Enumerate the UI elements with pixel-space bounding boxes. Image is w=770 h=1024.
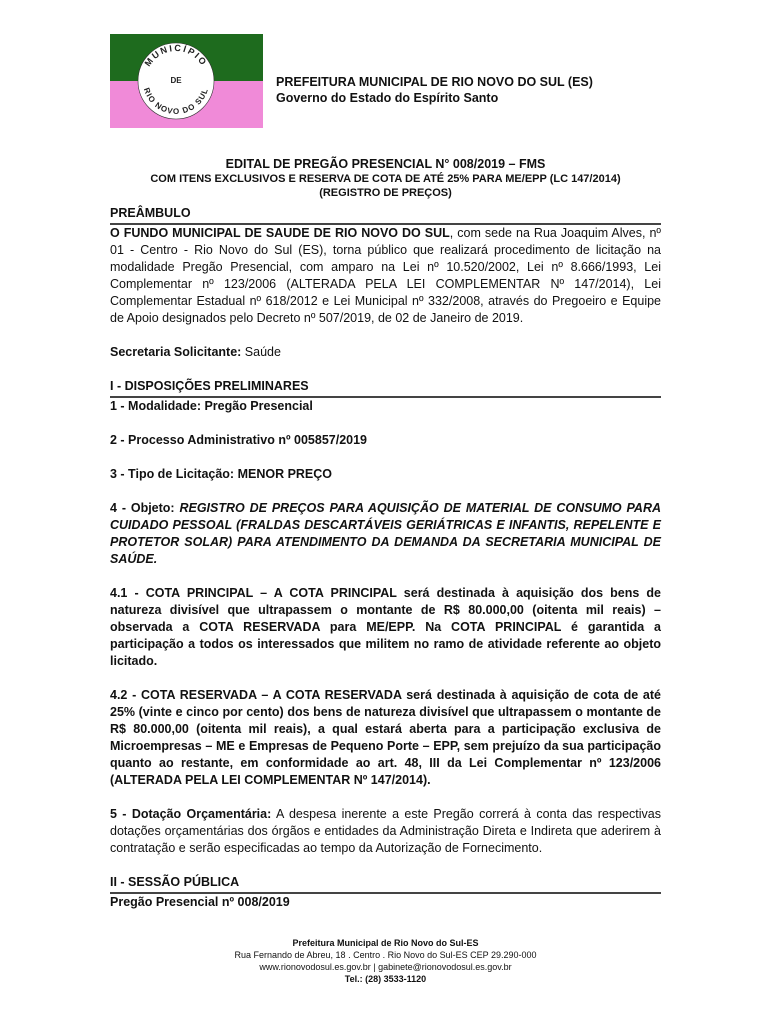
item-3-tipo: 3 - Tipo de Licitação: MENOR PREÇO — [110, 467, 333, 481]
preambulo-paragraph — [110, 225, 661, 327]
edital-registro: (REGISTRO DE PREÇOS) — [319, 187, 452, 199]
secretaria-value: Saúde — [241, 345, 281, 359]
item-5-label: 5 - Dotação Orçamentária: — [110, 807, 272, 821]
page-footer — [110, 937, 661, 985]
flag-mid-text: DE — [170, 76, 182, 85]
municipal-flag-icon — [110, 34, 263, 128]
item-4-label: 4 - Objeto: — [110, 501, 180, 515]
item-4-1-cota-principal: 4.1 - COTA PRINCIPAL – A COTA PRINCIPAL será destinada à aquisição dos bens de natureza divisível que ultrapassem o montante de R$ 80.000,00 (oitenta mil reais) – observada a COTA RESERVADA para ME/EPP. Na COTA PRINCIPAL é garantida a participação a todos os interessados que militem no ramo de atividade referente ao objeto licitado. — [110, 586, 661, 668]
org-government: Governo do Estado do Espírito Santo — [276, 91, 499, 105]
item-1-modalidade: 1 - Modalidade: Pregão Presencial — [110, 399, 313, 413]
item-4-2-cota-reservada: 4.2 - COTA RESERVADA – A COTA RESERVADA será destinada à aquisição de cota de até 25% (vinte e cinco por cento) dos bens de natureza divisível que ultrapassem o montante de R$ 80.000,00 (oitenta mil reais), a qual estará aberta para a participação exclusiva de Microempresas – ME e Empresas de Pequeno Porte – EPP, sem prejuízo da sua participação quanto ao restante, em conformidade ao art. 48, III da Lei Complementar nº 123/2006 (ALTERADA PELA LEI COMPLEMENTAR Nº 147/2014). — [110, 688, 661, 787]
item-2-processo: 2 - Processo Administrativo nº 005857/2019 — [110, 433, 368, 447]
flag-bottom-text: RIO NOVO DO SUL — [141, 86, 211, 117]
footer-address: Rua Fernando de Abreu, 18 . Centro . Rio Novo do Sul-ES CEP 29.290-000 — [234, 950, 537, 960]
edital-title: EDITAL DE PREGÃO PRESENCIAL N° 008/2019 – FMS — [225, 157, 546, 171]
item-5-dotacao — [110, 806, 661, 857]
footer-contacts: www.rionovodosul.es.gov.br | gabinete@rionovodosul.es.gov.br — [259, 962, 512, 972]
document-body — [110, 205, 661, 911]
secretaria-line — [110, 344, 661, 361]
secretaria-label: Secretaria Solicitante: — [110, 345, 242, 359]
org-name: PREFEITURA MUNICIPAL DE RIO NOVO DO SUL (ES) — [276, 75, 593, 89]
item-5-text: A despesa inerente a este Pregão correrá à conta das respectivas dotações orçamentárias dos órgãos e entidades da Administração Direta e Indireta que aderirem à contratação e serão especificadas ao tempo da Autorização de Fornecimento. — [110, 807, 662, 855]
section2-heading: II - SESSÃO PÚBLICA — [110, 874, 661, 894]
organization-header — [276, 74, 593, 106]
section2-subheading: Pregão Presencial nº 008/2019 — [110, 895, 290, 909]
preambulo-lead: O FUNDO MUNICIPAL DE SAUDE DE RIO NOVO DO SUL — [110, 226, 450, 240]
section1-heading: I - DISPOSIÇÕES PRELIMINARES — [110, 378, 661, 398]
footer-phone: Tel.: (28) 3533-1120 — [344, 974, 427, 984]
edital-title-block — [110, 157, 661, 200]
preambulo-heading: PREÂMBULO — [110, 205, 661, 225]
flag-top-text: MUNICÍPIO — [142, 42, 210, 69]
footer-org: Prefeitura Municipal de Rio Novo do Sul-ES — [292, 938, 479, 948]
edital-subtitle: COM ITENS EXCLUSIVOS E RESERVA DE COTA DE ATÉ 25% PARA ME/EPP (LC 147/2014) — [150, 173, 621, 185]
item-4-text: REGISTRO DE PREÇOS PARA AQUISIÇÃO DE MATERIAL DE CONSUMO PARA CUIDADO PESSOAL (FRALDAS DESCARTÁVEIS GERIÁTRICAS E INFANTIS, REPELENTE E PROTETOR SOLAR) PARA ATENDIMENTO DA DEMANDA DA SECRETARIA MUNICIPAL DE SAÚDE. — [110, 501, 661, 566]
preambulo-text: , com sede na Rua Joaquim Alves, nº 01 - Centro - Rio Novo do Sul (ES), torna público que realizará procedimento de licitação na modalidade Pregão Presencial, com amparo na Lei nº 10.520/2002, Lei nº 8.666/1993, Lei Complementar nº 123/2006 (ALTERADA PELA LEI COMPLEMENTAR Nº 147/2014), Lei Complementar Estadual nº 618/2012 e Lei Municipal nº 332/2008, através do Pregoeiro e Equipe de Apoio designados pelo Decreto nº 507/2019, de 02 de Janeiro de 2019. — [110, 226, 661, 325]
item-4-objeto — [110, 500, 661, 568]
